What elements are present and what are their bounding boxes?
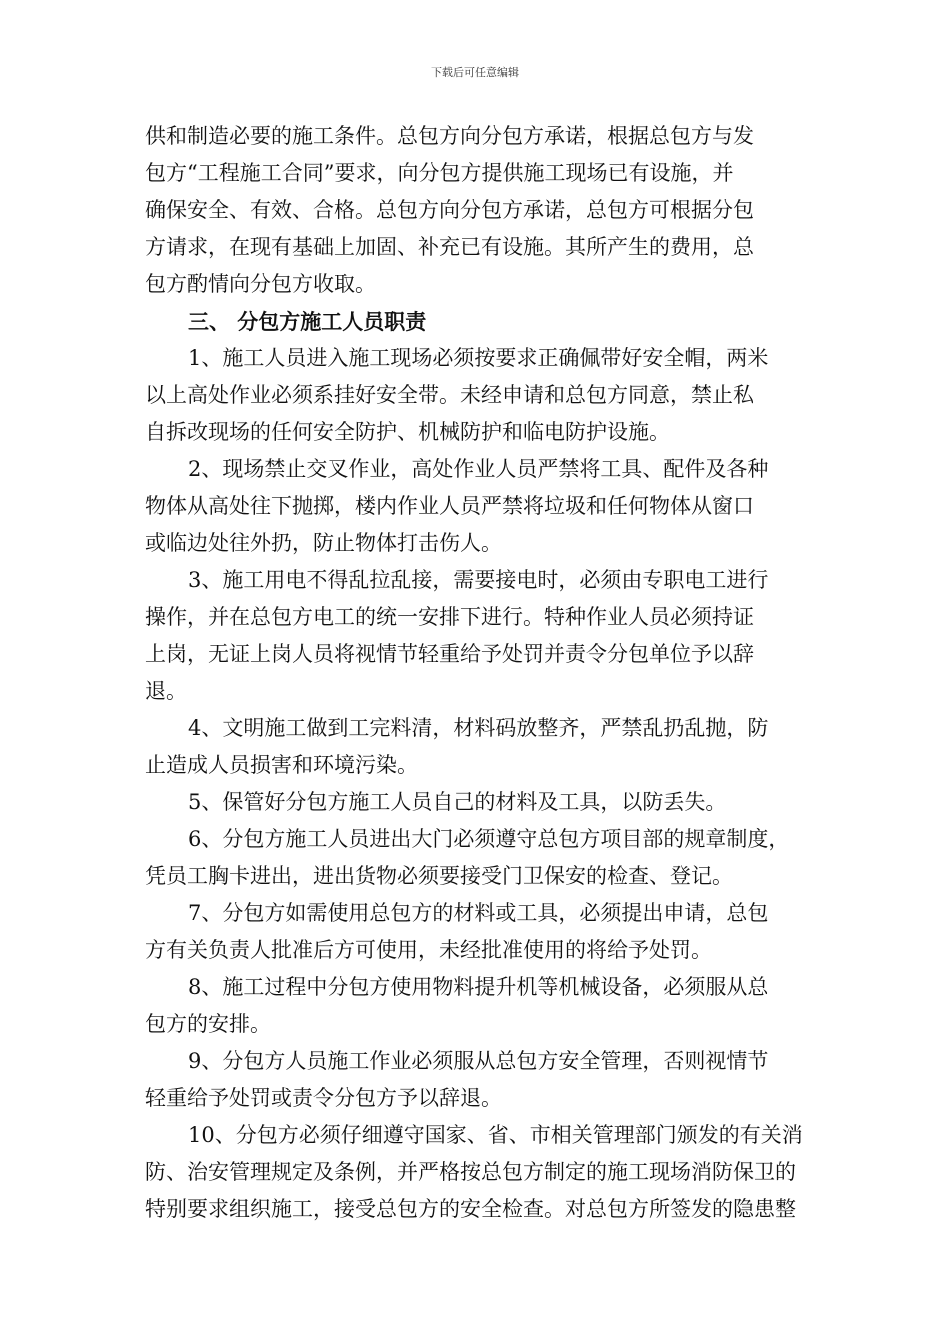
text-line: 10、分包方必须仔细遵守国家、省、市相关管理部门颁发的有关消 (188, 1123, 803, 1147)
document-body (145, 118, 825, 1228)
text-line: 7、分包方如需使用总包方的材料或工具，必须提出申请，总包 (188, 901, 769, 925)
text-line: 包方的安排。 (145, 1012, 271, 1036)
text-line: 6、分包方施工人员进出大门必须遵守总包方项目部的规章制度， (188, 827, 790, 851)
text-line: 防、治安管理规定及条例，并严格按总包方制定的施工现场消防保卫的 (145, 1160, 796, 1184)
text-line: 以上高处作业必须系挂好安全带。未经申请和总包方同意，禁止私 (145, 383, 754, 407)
text-line: 包方酌情向分包方收取。 (145, 272, 376, 296)
text-line: 4、文明施工做到工完料清，材料码放整齐，严禁乱扔乱抛，防 (188, 716, 769, 740)
text-line: 2、现场禁止交叉作业，高处作业人员严禁将工具、配件及各种 (188, 457, 769, 481)
text-line: 5、保管好分包方施工人员自己的材料及工具，以防丢失。 (188, 790, 727, 814)
text-line: 1、施工人员进入施工现场必须按要求正确佩带好安全帽，两米 (188, 346, 769, 370)
text-line: 特别要求组织施工，接受总包方的安全检查。对总包方所签发的隐患整 (145, 1197, 796, 1221)
text-line: 方请求，在现有基础上加固、补充已有设施。其所产生的费用，总 (145, 235, 754, 259)
text-line: 9、分包方人员施工作业必须服从总包方安全管理，否则视情节 (188, 1049, 769, 1073)
text-line: 凭员工胸卡进出，进出货物必须要接受门卫保安的检查、登记。 (145, 864, 733, 888)
text-line: 供和制造必要的施工条件。总包方向分包方承诺，根据总包方与发 (145, 124, 754, 148)
text-line: 退。 (145, 679, 187, 703)
text-line: 自拆改现场的任何安全防护、机械防护和临电防护设施。 (145, 420, 670, 444)
section-heading: 三、 分包方施工人员职责 (188, 309, 427, 334)
page-header: 下载后可任意编辑 (431, 66, 519, 79)
text-line: 3、施工用电不得乱拉乱接，需要接电时，必须由专职电工进行 (188, 568, 769, 592)
text-line: 操作，并在总包方电工的统一安排下进行。特种作业人员必须持证 (145, 605, 754, 629)
text-line: 止造成人员损害和环境污染。 (145, 753, 418, 777)
text-line: 物体从高处往下抛掷，楼内作业人员严禁将垃圾和任何物体从窗口 (145, 494, 754, 518)
text-line: 上岗，无证上岗人员将视情节轻重给予处罚并责令分包单位予以辞 (145, 642, 754, 666)
text-line: 或临边处往外扔，防止物体打击伤人。 (145, 531, 502, 555)
text-line: 确保安全、有效、合格。总包方向分包方承诺，总包方可根据分包 (145, 198, 754, 222)
text-line: 包方“工程施工合同”要求，向分包方提供施工现场已有设施，并 (145, 161, 734, 185)
text-line: 方有关负责人批准后方可使用，未经批准使用的将给予处罚。 (145, 938, 712, 962)
text-line: 8、施工过程中分包方使用物料提升机等机械设备，必须服从总 (188, 975, 769, 999)
text-line: 轻重给予处罚或责令分包方予以辞退。 (145, 1086, 502, 1110)
